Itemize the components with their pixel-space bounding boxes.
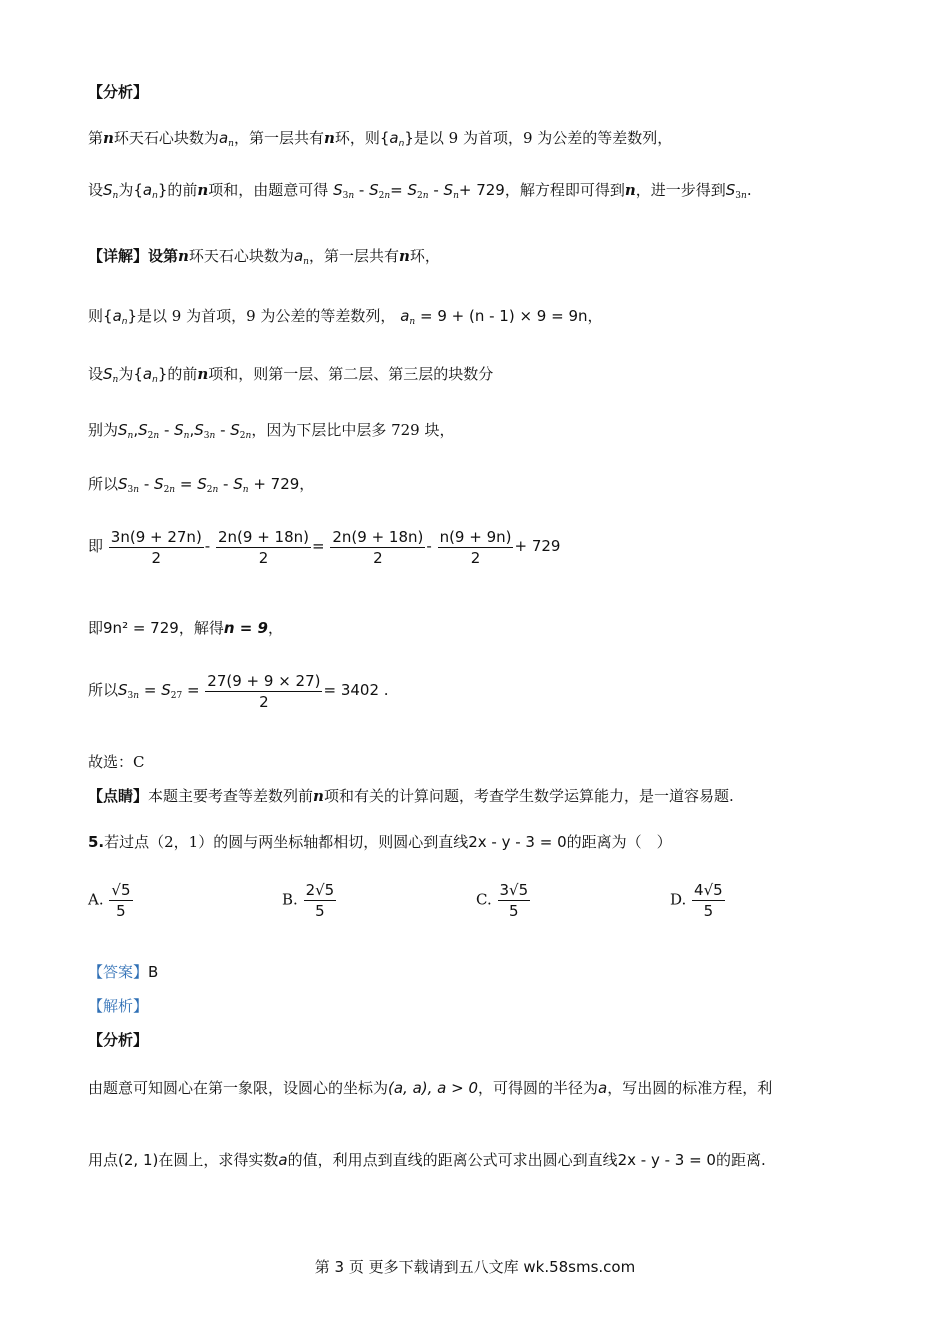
detail-line-1: 【详解】设第n环天石心块数为$a_n$，第一层共有n环， — [88, 247, 440, 267]
answer-line: 【答案】B — [88, 963, 159, 981]
detail-line-2: 则$\{a_n\}$是以 9 为首项，9 为公差的等差数列， $a_n = 9 + (n - 1) \times 9 = 9n$， — [88, 307, 603, 327]
choice-line: 故选：C — [88, 753, 145, 771]
comment-line: 【点睛】本题主要考查等差数列前n项和有关的计算问题，考查学生数学运算能力，是一道容易题. — [88, 787, 734, 805]
option-d[interactable]: D. $\frac{4√5}{5}$ — [670, 881, 723, 920]
detail-line-6: 即 $\frac{3n(9 + 27n)}{2}$ - $\frac{2n(9 + 18n)}{2}$ = $\frac{2n(9 + 18n)}{2}$ - $\frac{n(9 + 9n)}{2}$ + 729 — [88, 527, 561, 567]
analysis-heading-2: 【分析】 — [88, 1031, 149, 1049]
fraction-3: $\frac{2n(9 + 18n)}{2}$ — [332, 527, 424, 567]
option-c[interactable]: C. $\frac{3√5}{5}$ — [476, 881, 529, 920]
analysis-line-2: 设$S_n$为$\{a_n\}$的前n项和，由题意可得 $S_{3n} - S_{2n}= S_{2n} - S_n+ 729$，解方程即可得到n，进一步得到$S_{3n}$. — [88, 181, 752, 201]
option-a[interactable]: A. $\frac{√5}{5}$ — [88, 881, 131, 920]
parse-heading: 【解析】 — [88, 997, 149, 1015]
detail-line-3: 设$S_n$为$\{a_n\}$的前n项和，则第一层、第二层、第三层的块数分 — [88, 365, 494, 385]
analysis2-line-1: 由题意可知圆心在第一象限，设圆心的坐标为(a, a), a > 0，可得圆的半径为a，写出圆的标准方程，利 — [88, 1079, 773, 1097]
fraction-5: $\frac{27(9 + 9 \times 27)}{2}$ — [207, 671, 321, 711]
option-b[interactable]: B. $\frac{2√5}{5}$ — [282, 881, 335, 920]
fraction-4: $\frac{n(9 + 9n)}{2}$ — [439, 527, 512, 567]
fraction-1: $\frac{3n(9 + 27n)}{2}$ — [110, 527, 202, 567]
detail-line-4: 别为$S_n,S_{2n} - S_n,S_{3n} - S_{2n}$，因为下层比中层多 729 块， — [88, 421, 455, 441]
question-5: 5.若过点（2，1）的圆与两坐标轴都相切，则圆心到直线2x - y - 3 = 0的距离为（ ） — [88, 833, 672, 851]
analysis-line-1: 第n环天石心块数为$a_n$，第一层共有n环，则$\{a_n\}$是以 9 为首项，9 为公差的等差数列， — [88, 129, 673, 149]
detail-line-5: 所以$S_{3n} - S_{2n} = S_{2n} - S_n + 729$， — [88, 475, 315, 495]
detail-line-7: 即9n² = 729，解得n = 9， — [88, 619, 283, 637]
detail-line-8: 所以$S_{3n} = S_{27}$ = $\frac{27(9 + 9 \times 27)}{2}$ = 3402 . — [88, 671, 389, 711]
analysis2-line-2: 用点(2, 1)在圆上，求得实数a的值，利用点到直线的距离公式可求出圆心到直线2x - y - 3 = 0的距离. — [88, 1151, 766, 1169]
page-footer: 第 3 页 更多下载请到五八文库 wk.58sms.com — [314, 1258, 636, 1276]
fraction-2: $\frac{2n(9 + 18n)}{2}$ — [218, 527, 309, 567]
analysis-heading: 【分析】 — [88, 83, 149, 101]
